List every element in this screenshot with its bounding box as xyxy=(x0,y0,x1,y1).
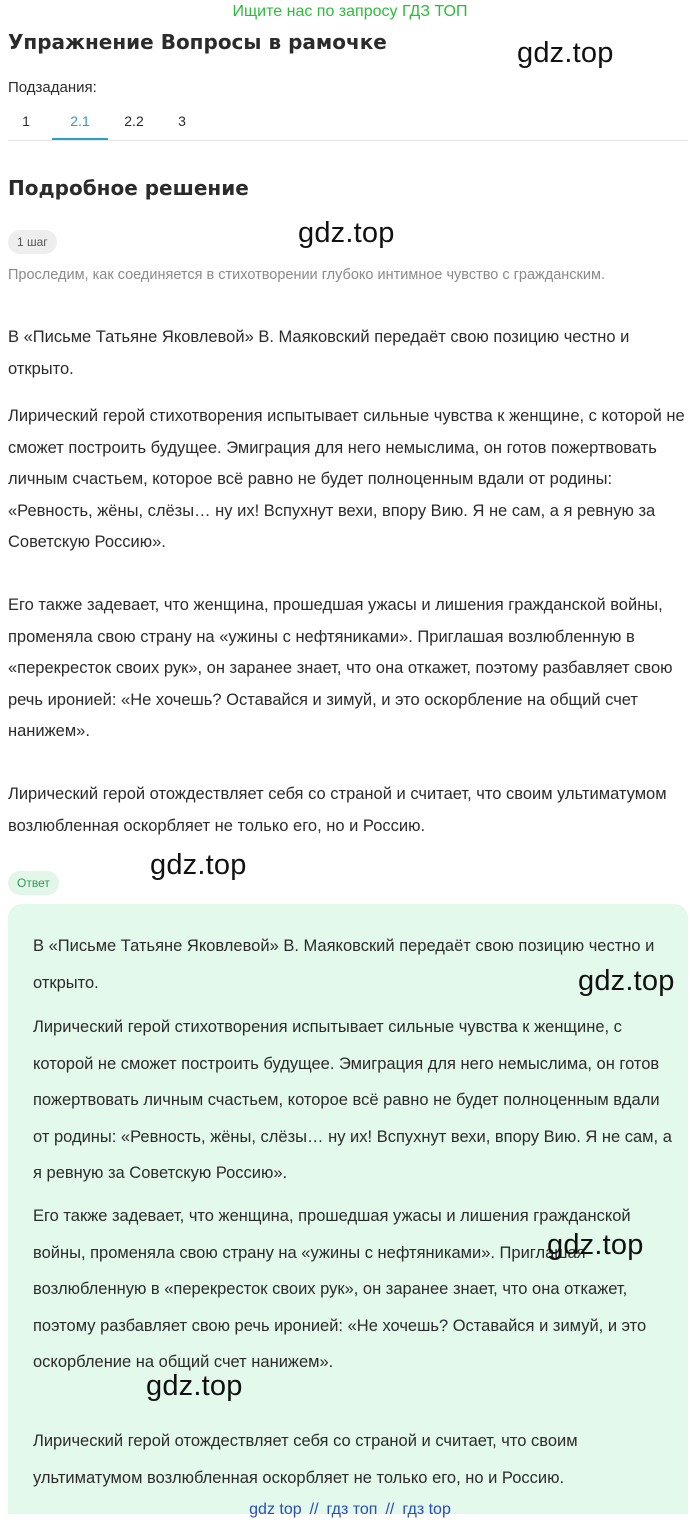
tab-subtask-2-2[interactable]: 2.2 xyxy=(124,113,144,129)
footer-link[interactable]: гдз топ xyxy=(326,1501,378,1518)
answer-paragraph: Лирический герой отождествляет себя со страной и считает, что своим ультиматумом возлюбленная оскорбляет не только его, но и Россию. xyxy=(33,1432,578,1487)
answer-paragraph: Лирический герой стихотворения испытывает сильные чувства к женщине, с которой не сможет построить будущее. Эмиграция для него немыслима, он готов пожертвовать личным счастьем, которое всё равно не будет полноценным вдали от родины: «Ревность, жёны, слёзы… ну их! Вспухнут вехи, впору Вию. Я не сам, а я ревную за Советскую Россию». xyxy=(33,1018,672,1182)
watermark: gdz.top xyxy=(298,217,395,249)
solution-paragraph: Лирический герой стихотворения испытывает сильные чувства к женщине, с которой не сможет построить будущее. Эмиграция для него немыслима, он готов пожертвовать личным счастьем, которое всё равно не будет полноценным вдали от родины: «Ревность, жёны, слёзы… ну их! Вспухнут вехи, впору Вию. Я не сам, а я ревную за Советскую Россию». xyxy=(8,407,685,551)
solution-paragraph: Его также задевает, что женщина, прошедшая ужасы и лишения гражданской войны, променяла свою страну на «ужины с нефтяниками». Приглашая возлюбленную в «перекресток своих рук», он заранее знает, что она откажет, поэтому разбавляет свою речь иронией: «Не хочешь? Оставайся и зимуй, и это оскорбление на общий счет нанижем». xyxy=(8,596,673,740)
footer-links xyxy=(0,1498,700,1522)
solution-paragraph: В «Письме Татьяне Яковлевой» В. Маяковский передаёт свою позицию честно и открыто. xyxy=(8,328,630,378)
step-hint: Проследим, как соединяется в стихотворении глубоко интимное чувство с гражданским. xyxy=(8,267,605,283)
answer-paragraph: В «Письме Татьяне Яковлевой» В. Маяковский передаёт свою позицию честно и открыто. xyxy=(33,937,655,992)
exercise-title: Упражнение Вопросы в рамочке xyxy=(8,30,387,54)
footer-separator: // xyxy=(309,1501,319,1518)
watermark: gdz.top xyxy=(150,849,247,881)
step-badge: 1 шаг xyxy=(8,230,57,254)
tab-subtask-2-1[interactable]: 2.1 xyxy=(52,108,108,140)
watermark: gdz.top xyxy=(146,1370,243,1402)
tab-subtask-3[interactable]: 3 xyxy=(178,113,186,129)
footer-link[interactable]: gdz top xyxy=(249,1501,302,1518)
divider xyxy=(8,140,688,141)
watermark: gdz.top xyxy=(547,1229,644,1261)
watermark: gdz.top xyxy=(517,37,614,69)
top-banner[interactable]: Ищите нас по запросу ГДЗ ТОП xyxy=(232,3,468,20)
footer-link[interactable]: гдз top xyxy=(402,1501,451,1518)
watermark: gdz.top xyxy=(578,965,675,997)
answer-badge: Ответ xyxy=(8,871,59,895)
subtask-tabs xyxy=(8,108,202,142)
answer-paragraph: Его также задевает, что женщина, прошедшая ужасы и лишения гражданской войны, променяла свою страну на «ужины с нефтяниками». Приглашая возлюбленную в «перекресток своих рук», он заранее знает, что она откажет, поэтому разбавляет свою речь иронией: «Не хочешь? Оставайся и зимуй, и это оскорбление на общий счет нанижем». xyxy=(33,1207,647,1371)
tab-subtask-1[interactable]: 1 xyxy=(22,113,30,129)
footer-separator: // xyxy=(385,1501,395,1518)
subtasks-label: Подзадания: xyxy=(8,79,97,96)
section-title: Подробное решение xyxy=(8,176,249,200)
solution-paragraph: Лирический герой отождествляет себя со страной и считает, что своим ультиматумом возлюбленная оскорбляет не только его, но и Россию. xyxy=(8,785,667,835)
